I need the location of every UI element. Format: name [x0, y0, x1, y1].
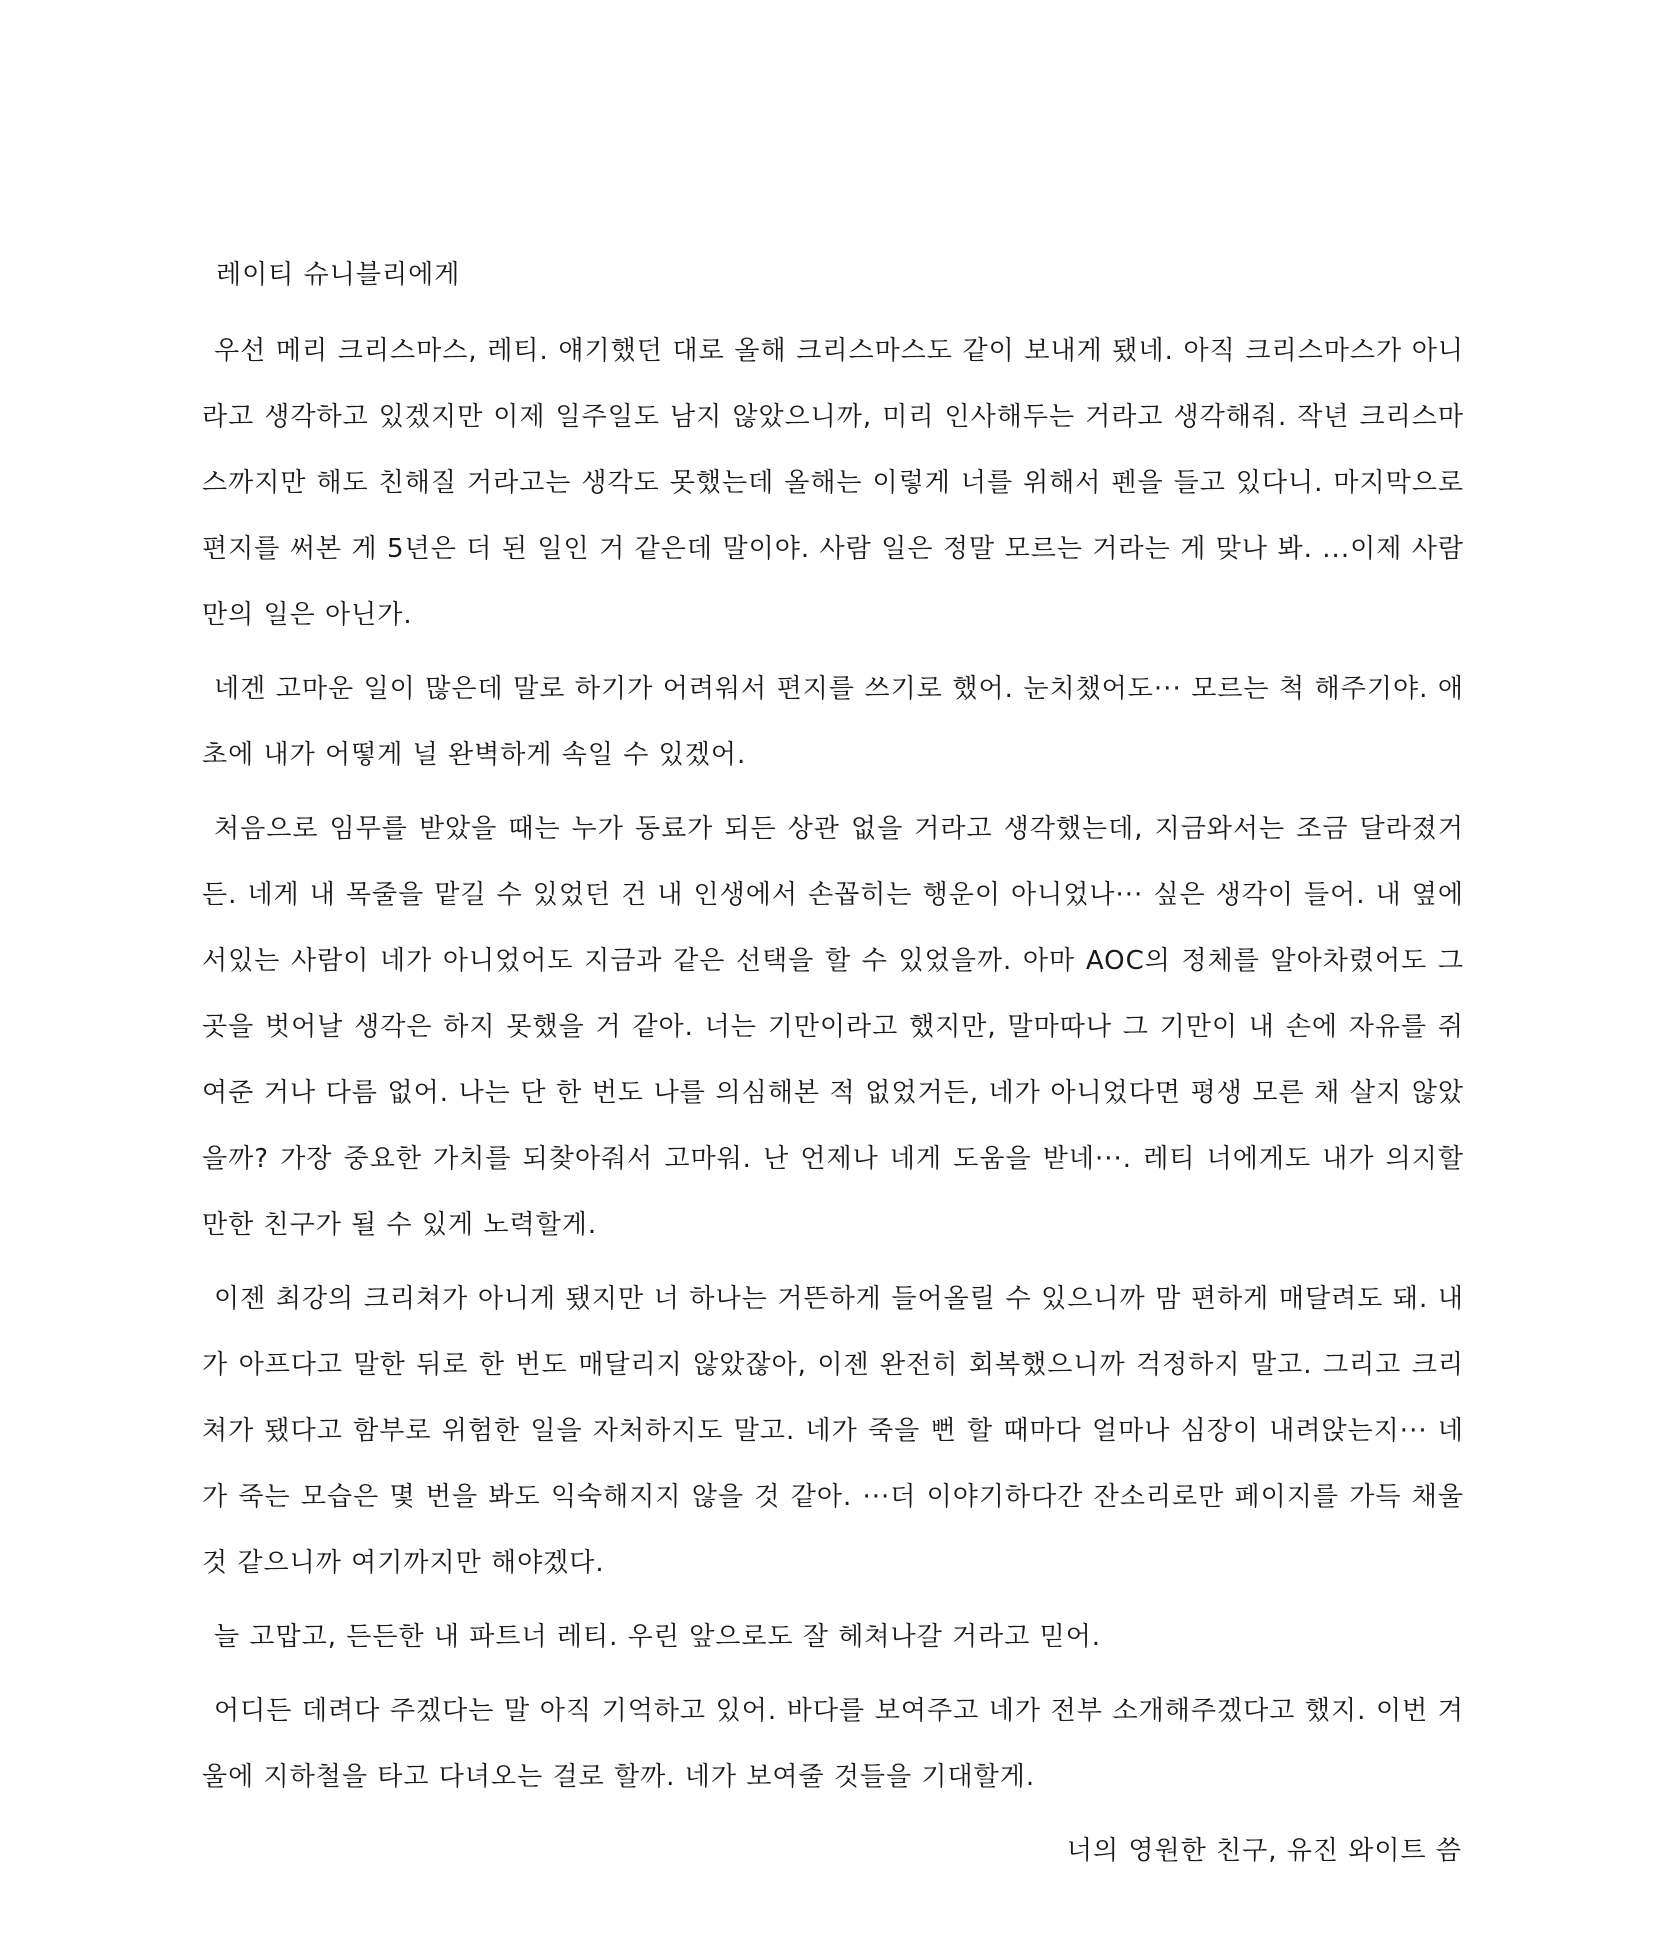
paragraph-6: 어디든 데려다 주겠다는 말 아직 기억하고 있어. 바다를 보여주고 네가 전부 소개해주겠다고 했지. 이번 겨울에 지하철을 타고 다녀오는 걸로 할까. 네가 보여줄 것들을 기대할게.	[202, 1696, 1464, 1792]
paragraph-1: 우선 메리 크리스마스, 레티. 얘기했던 대로 올해 크리스마스도 같이 보내게 됐네. 아직 크리스마스가 아니라고 생각하고 있겠지만 이제 일주일도 남지 않았으니까, 미리 인사해두는 거라고 생각해줘. 작년 크리스마스까지만 해도 친해질 거라고는 생각도 못했는데 올해는 이렇게 너를 위해서 펜을 들고 있다니. 마지막으로 편지를 써본 게 5년은 더 된 일인 거 같은데 말이야. 사람 일은 정말 모르는 거라는 게 맞나 봐. ...이제 사람만의 일은 아닌가.	[202, 336, 1464, 630]
paragraph-4: 이젠 최강의 크리쳐가 아니게 됐지만 너 하나는 거뜬하게 들어올릴 수 있으니까 맘 편하게 매달려도 돼. 내가 아프다고 말한 뒤로 한 번도 매달리지 않았잖아, 이젠 완전히 회복했으니까 걱정하지 말고. 그리고 크리쳐가 됐다고 함부로 위험한 일을 자처하지도 말고. 네가 죽을 뻔 할 때마다 얼마나 심장이 내려앉는지··· 네가 죽는 모습은 몇 번을 봐도 익숙해지지 않을 것 같아. ···더 이야기하다간 잔소리로만 페이지를 가득 채울 것 같으니까 여기까지만 해야겠다.	[202, 1284, 1464, 1578]
letter-signature: 너의 영원한 친구, 유진 와이트 씀	[1066, 1836, 1462, 1866]
letter-salutation: 레이티 슈니블리에게	[216, 260, 461, 290]
paragraph-5: 늘 고맙고, 든든한 내 파트너 레티. 우린 앞으로도 잘 헤쳐나갈 거라고 믿어.	[214, 1622, 1102, 1652]
paragraph-2: 네겐 고마운 일이 많은데 말로 하기가 어려워서 편지를 쓰기로 했어. 눈치챘어도··· 모르는 척 해주기야. 애초에 내가 어떻게 널 완벽하게 속일 수 있겠어.	[202, 674, 1464, 770]
paragraph-3: 처음으로 임무를 받았을 때는 누가 동료가 되든 상관 없을 거라고 생각했는데, 지금와서는 조금 달라졌거든. 네게 내 목줄을 맡길 수 있었던 건 내 인생에서 손꼽히는 행운이 아니었나··· 싶은 생각이 들어. 내 옆에 서있는 사람이 네가 아니었어도 지금과 같은 선택을 할 수 있었을까. 아마 AOC의 정체를 알아차렸어도 그곳을 벗어날 생각은 하지 못했을 거 같아. 너는 기만이라고 했지만, 말마따나 그 기만이 내 손에 자유를 쥐여준 거나 다름 없어. 나는 단 한 번도 나를 의심해본 적 없었거든, 네가 아니었다면 평생 모른 채 살지 않았을까? 가장 중요한 가치를 되찾아줘서 고마워. 난 언제나 네게 도움을 받네···. 레티 너에게도 내가 의지할 만한 친구가 될 수 있게 노력할게.	[202, 814, 1464, 1240]
letter-body	[202, 242, 1464, 1884]
